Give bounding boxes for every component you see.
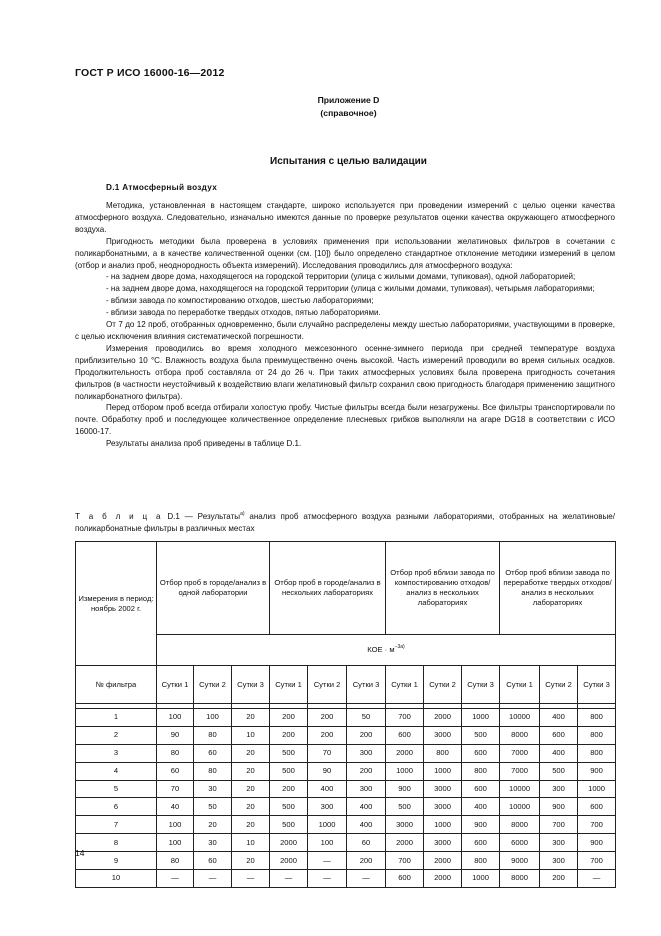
- unit-row: [76, 635, 616, 666]
- paragraph: Результаты анализа проб приведены в таблице D.1.: [106, 439, 302, 449]
- table-cell: 40: [157, 798, 194, 816]
- table-row: [76, 744, 616, 762]
- table-cell: 6000: [500, 834, 540, 852]
- table-cell: 400: [347, 816, 386, 834]
- body-text: [75, 200, 615, 450]
- table-cell: 500: [270, 762, 308, 780]
- subsection-title: D.1 Атмосферный воздух: [106, 183, 218, 192]
- table-cell: 800: [578, 726, 616, 744]
- table-cell: 20: [194, 816, 232, 834]
- table-cell: 900: [578, 834, 616, 852]
- table-cell: 8000: [500, 870, 540, 888]
- table-cell: 3000: [386, 816, 424, 834]
- table-row: [76, 762, 616, 780]
- table-cell: 600: [462, 834, 500, 852]
- table-cell: 600: [578, 798, 616, 816]
- table-cell: 800: [578, 709, 616, 727]
- table-row: [76, 816, 616, 834]
- table-cell: 8000: [500, 816, 540, 834]
- table-cell: 80: [194, 726, 232, 744]
- table-cell: 2000: [424, 709, 462, 727]
- table-cell: 500: [540, 762, 578, 780]
- table-cell: 10: [232, 834, 270, 852]
- table-cell: 700: [578, 816, 616, 834]
- table-cell: 200: [270, 709, 308, 727]
- table-cell: 2000: [386, 744, 424, 762]
- table-cell: 1000: [578, 780, 616, 798]
- table-cell: 3000: [424, 834, 462, 852]
- annex-title: Приложение D: [317, 95, 380, 105]
- table-caption: [75, 511, 615, 535]
- day-header: Сутки 1: [386, 666, 424, 704]
- table-row: [76, 798, 616, 816]
- table-cell: 60: [194, 744, 232, 762]
- table-cell: 800: [462, 852, 500, 870]
- filter-number-cell: 5: [76, 780, 157, 798]
- day-header: Сутки 3: [347, 666, 386, 704]
- table-cell: 300: [540, 852, 578, 870]
- table-cell: 500: [386, 798, 424, 816]
- table-cell: 7000: [500, 744, 540, 762]
- table-cell: 20: [232, 744, 270, 762]
- table-cell: 80: [194, 762, 232, 780]
- table-cell: 800: [578, 744, 616, 762]
- table-cell: 200: [347, 852, 386, 870]
- table-cell: 100: [308, 834, 347, 852]
- table-cell: 20: [232, 816, 270, 834]
- table-cell: 1000: [386, 762, 424, 780]
- table-cell: 60: [347, 834, 386, 852]
- filter-number-cell: 2: [76, 726, 157, 744]
- annex-type: (справочное): [320, 108, 377, 118]
- filter-number-cell: 8: [76, 834, 157, 852]
- table-cell: 700: [540, 816, 578, 834]
- filter-number-cell: 4: [76, 762, 157, 780]
- days-row: [76, 666, 616, 704]
- filter-number-cell: 10: [76, 870, 157, 888]
- table-cell: 700: [386, 852, 424, 870]
- table-cell: 90: [308, 762, 347, 780]
- table-row: [76, 709, 616, 727]
- table-cell: 8000: [500, 726, 540, 744]
- table-cell: 20: [232, 798, 270, 816]
- table-cell: 800: [462, 762, 500, 780]
- results-table: [75, 541, 616, 888]
- day-header: Сутки 1: [157, 666, 194, 704]
- table-cell: —: [308, 852, 347, 870]
- table-cell: 400: [540, 744, 578, 762]
- table-cell: 30: [194, 780, 232, 798]
- paragraph: Измерения проводились во время холодного межсезонного осенне-зимнего периода при средней температуре воздуха приблизительно 10 °С. Влажность воздуха была преимущественно очень высокой. Часть измерений проводили во время сильных осадков. Продолжительность отбора проб составляла от 24 до 26 ч. При таких атмосферных условиях была проверена пригодность сочетания фильтров (в частности неустойчивый к воздействию влаги желатиновый фильтр сохранил свою пригодность благодаря применению защитного поликарбонатного фильтра).: [75, 343, 615, 401]
- paragraph: Перед отбором проб всегда отбирали холостую пробу. Чистые фильтры всегда были незагружены. Все фильтры транспортировали по почте. Обработку проб и последующее количественное определение плесневых грибков выполняли на агаре DG18 в соответствии с ИСО 16000-17.: [75, 403, 615, 437]
- table-cell: 200: [308, 726, 347, 744]
- table-cell: 80: [157, 744, 194, 762]
- day-header: Сутки 2: [194, 666, 232, 704]
- paragraph: Пригодность методики была проверена в условиях применения при использовании желатиновых фильтров в сочетании с поликарбонатными, а в качестве количественной оценки (см. [10]) было определено стандартное отклонение методики измерений в целом (отбор и анализ проб, неоднородность объекта измерений). Исследования проводились для атмосферного воздуха:: [75, 236, 615, 270]
- table-cell: 60: [194, 852, 232, 870]
- table-row: [76, 834, 616, 852]
- table-cell: 500: [270, 798, 308, 816]
- group-header: Отбор проб в городе/анализ в одной лаборатории: [157, 542, 270, 635]
- table-cell: 20: [232, 852, 270, 870]
- table-cell: 500: [270, 744, 308, 762]
- table-cell: 2000: [386, 834, 424, 852]
- table-caption-text: анализ проб атмосферного воздуха разными лабораториями, отобранных на желатиновые/поликарбонатные фильтры в различных местах: [75, 512, 615, 533]
- filter-number-cell: 7: [76, 816, 157, 834]
- table-cell: —: [347, 870, 386, 888]
- table-cell: 3000: [424, 780, 462, 798]
- table-header-row: [76, 542, 616, 635]
- day-header: Сутки 2: [540, 666, 578, 704]
- list-item: - вблизи завода по компостированию отходов, шестью лабораториями;: [106, 296, 374, 306]
- table-cell: 100: [157, 816, 194, 834]
- table-cell: 600: [462, 780, 500, 798]
- filter-number-cell: 9: [76, 852, 157, 870]
- table-cell: 3000: [424, 798, 462, 816]
- table-cell: 100: [194, 709, 232, 727]
- table-cell: 60: [157, 762, 194, 780]
- table-cell: 7000: [500, 762, 540, 780]
- table-cell: 200: [270, 780, 308, 798]
- table-cell: 20: [232, 780, 270, 798]
- paragraph: От 7 до 12 проб, отобранных одновременно, были случайно распределены между шестью лабораториями, участвующими в проверке, с целью исключения влияния систематической погрешности.: [75, 320, 615, 341]
- table-cell: —: [270, 870, 308, 888]
- table-cell: 900: [386, 780, 424, 798]
- table-cell: 50: [194, 798, 232, 816]
- table-cell: 400: [308, 780, 347, 798]
- table-cell: 90: [157, 726, 194, 744]
- table-cell: 1000: [424, 762, 462, 780]
- filter-number-cell: 1: [76, 709, 157, 727]
- table-cell: 2000: [270, 852, 308, 870]
- unit-header: [157, 635, 616, 666]
- table-cell: 2000: [270, 834, 308, 852]
- table-cell: 70: [308, 744, 347, 762]
- table-caption-label: Т а б л и ц а: [75, 512, 163, 521]
- table-cell: 1000: [462, 709, 500, 727]
- table-cell: 30: [194, 834, 232, 852]
- table-cell: 200: [347, 762, 386, 780]
- table-row: [76, 870, 616, 888]
- table-cell: —: [308, 870, 347, 888]
- table-cell: 80: [157, 852, 194, 870]
- table-cell: 10000: [500, 780, 540, 798]
- page-number: 14: [75, 848, 85, 858]
- table-cell: 1000: [424, 816, 462, 834]
- period-header: Измерения в период: ноябрь 2002 г.: [76, 542, 157, 666]
- paragraph: Методика, установленная в настоящем стандарте, широко используется при проведении измерений с целью оценки качества атмосферного воздуха. Следовательно, изначально имеются данные по проверке результатов оценки качества окружающего атмосферного воздуха.: [75, 201, 615, 234]
- filter-number-cell: 6: [76, 798, 157, 816]
- table-cell: 10000: [500, 709, 540, 727]
- table-cell: 20: [232, 762, 270, 780]
- day-header: Сутки 2: [424, 666, 462, 704]
- table-cell: 300: [540, 834, 578, 852]
- table-cell: 700: [386, 709, 424, 727]
- table-cell: 900: [578, 762, 616, 780]
- table-cell: 700: [578, 852, 616, 870]
- group-header: Отбор проб вблизи завода по переработке твердых отходов/анализ в нескольких лабораториях: [500, 542, 616, 635]
- table-cell: 400: [462, 798, 500, 816]
- table-cell: 600: [386, 870, 424, 888]
- day-header: Сутки 1: [500, 666, 540, 704]
- list-item: - на заднем дворе дома, находящегося на городской территории (улица с жилыми домами, тупиковая), одной лабораторией;: [106, 272, 576, 282]
- table-cell: 2000: [424, 852, 462, 870]
- table-row: [76, 852, 616, 870]
- standard-header: ГОСТ Р ИСО 16000-16—2012: [75, 67, 225, 79]
- list-item: - на заднем дворе дома, находящегося на городской территории (улица с жилыми домами, тупиковая), четырьмя лабораториями;: [106, 284, 595, 294]
- table-cell: —: [157, 870, 194, 888]
- table-cell: 200: [270, 726, 308, 744]
- table-row: [76, 726, 616, 744]
- table-cell: 3000: [424, 726, 462, 744]
- table-cell: 10: [232, 726, 270, 744]
- table-cell: 200: [308, 709, 347, 727]
- table-cell: 500: [462, 726, 500, 744]
- table-caption-note: а): [240, 511, 245, 517]
- table-cell: 300: [540, 780, 578, 798]
- table-cell: 9000: [500, 852, 540, 870]
- table-cell: 900: [462, 816, 500, 834]
- table-row: [76, 780, 616, 798]
- table-cell: 50: [347, 709, 386, 727]
- table-cell: 100: [157, 709, 194, 727]
- unit-label: КОЕ · м: [367, 645, 395, 654]
- table-caption-number: D.1 — Результаты: [167, 512, 241, 521]
- table-cell: —: [194, 870, 232, 888]
- filter-number-cell: 3: [76, 744, 157, 762]
- table-cell: 600: [462, 744, 500, 762]
- section-heading: Испытания с целью валидации: [270, 156, 427, 167]
- table-cell: 100: [157, 834, 194, 852]
- day-header: Сутки 3: [462, 666, 500, 704]
- table-cell: 600: [540, 726, 578, 744]
- table-cell: 300: [347, 780, 386, 798]
- table-body: [76, 709, 616, 888]
- filter-header: № фильтра: [76, 666, 157, 704]
- day-header: Сутки 2: [308, 666, 347, 704]
- group-header: Отбор проб вблизи завода по компостированию отходов/анализ в нескольких лабораториях: [386, 542, 500, 635]
- table-cell: 200: [540, 870, 578, 888]
- group-header: Отбор проб в городе/анализ в нескольких лабораториях: [270, 542, 386, 635]
- table-cell: 800: [424, 744, 462, 762]
- table-cell: 10000: [500, 798, 540, 816]
- unit-superscript: −3а): [394, 644, 405, 650]
- day-header: Сутки 3: [232, 666, 270, 704]
- table-cell: 400: [540, 709, 578, 727]
- table-cell: 1000: [462, 870, 500, 888]
- table-cell: —: [232, 870, 270, 888]
- table-cell: 20: [232, 709, 270, 727]
- table-cell: 900: [540, 798, 578, 816]
- table-cell: 300: [308, 798, 347, 816]
- table-cell: 70: [157, 780, 194, 798]
- table-cell: 200: [347, 726, 386, 744]
- table-cell: —: [578, 870, 616, 888]
- table-cell: 600: [386, 726, 424, 744]
- table-cell: 500: [270, 816, 308, 834]
- table-cell: 2000: [424, 870, 462, 888]
- table-cell: 400: [347, 798, 386, 816]
- table-cell: 300: [347, 744, 386, 762]
- list-item: - вблизи завода по переработке твердых отходов, пятью лабораториями.: [106, 308, 381, 318]
- day-header: Сутки 3: [578, 666, 616, 704]
- day-header: Сутки 1: [270, 666, 308, 704]
- table-cell: 1000: [308, 816, 347, 834]
